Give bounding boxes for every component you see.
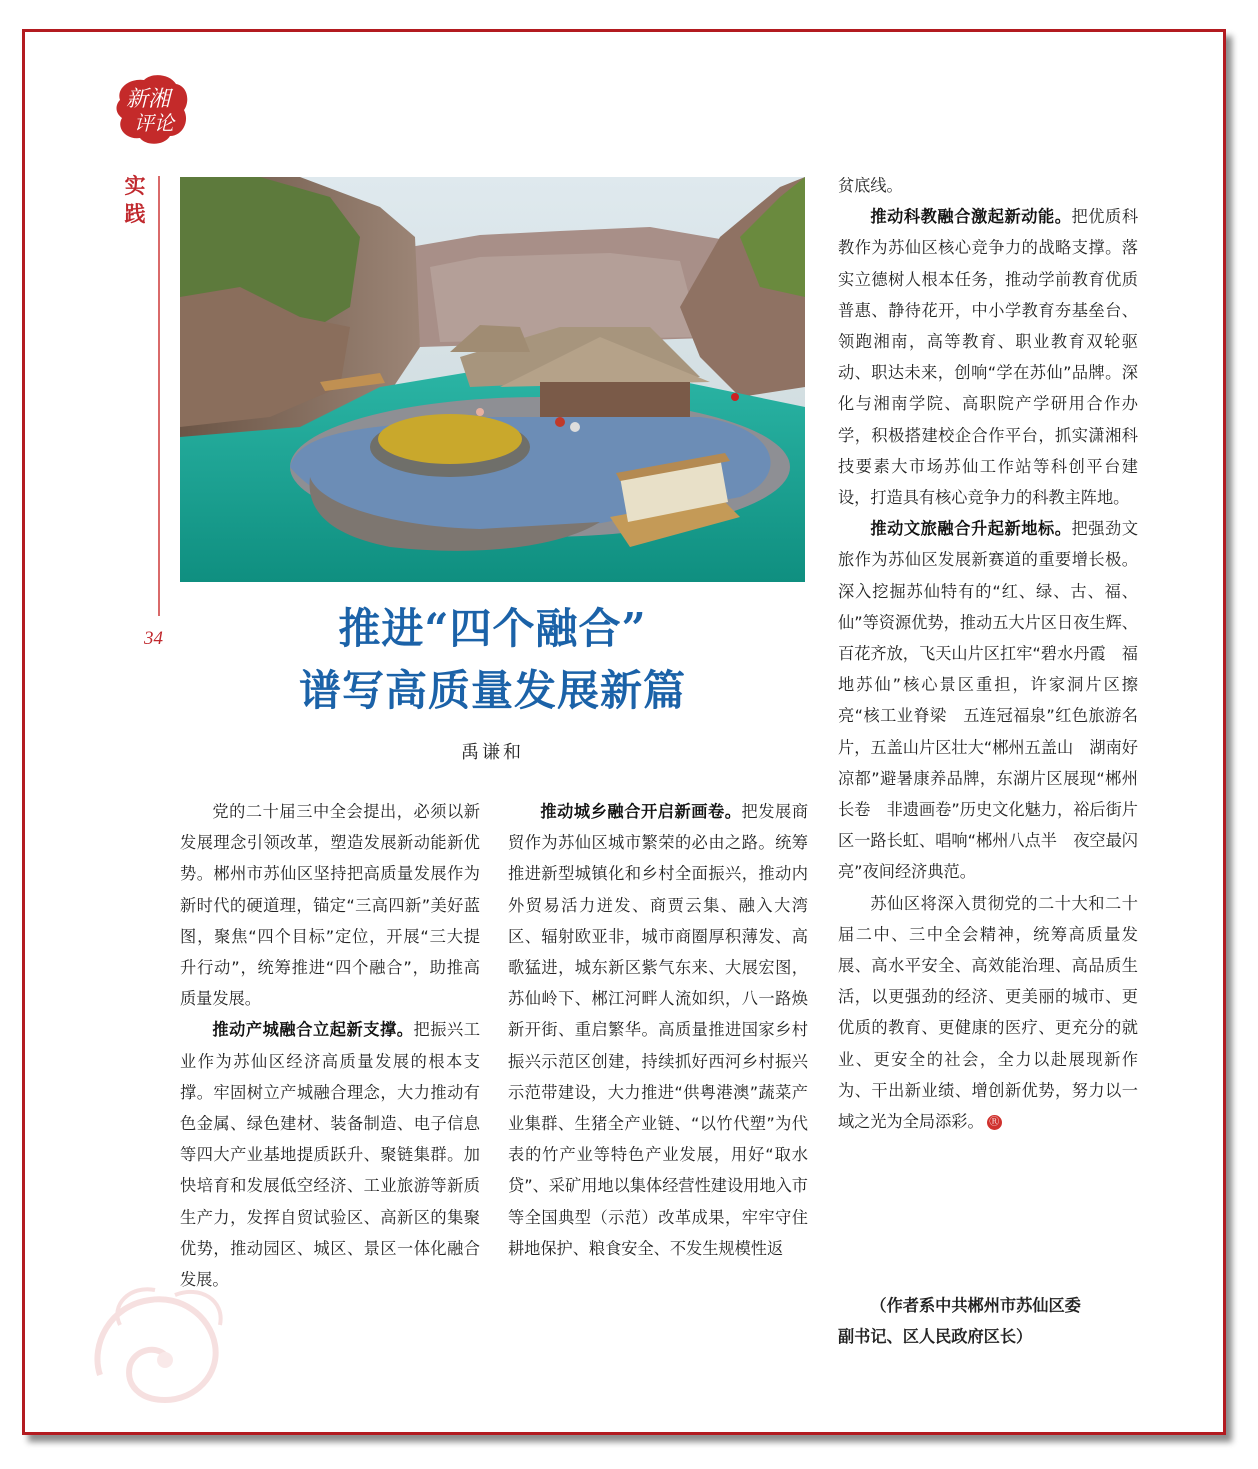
paragraph-body: 把强劲文旅作为苏仙区发展新赛道的重要增长极。深入挖掘苏仙特有的“红、绿、古、福、仙”等资源优势，推动五大片区日夜生辉、百花齐放，飞天山片区扛牢“碧水丹霞 福地苏仙”核心景区重担，许家洞片区擦亮“核工业脊梁 五连冠福泉”红色旅游名片，五盖山片区壮大“郴州五盖山 湖南好凉都”避暑康养品牌，东湖片区展现“郴州长卷 非遗画卷”历史文化魅力，裕后街片区一路长虹、唱响“郴州八点半 夜空最闪亮”夜间经济典范。 [838, 519, 1139, 882]
scenic-photo [180, 177, 805, 582]
paragraph-body: 把优质科教作为苏仙区核心竞争力的战略支撑。落实立德树人根本任务，推动学前教育优质普惠、静待花开，中小学教育夯基垒台、领跑湘南，高等教育、职业教育双轮驱动、职达未来，创响“学在苏仙”品牌。深化与湘南学院、高职院产学研用合作办学，积极搭建校企合作平台，抓实潇湘科技要素大市场苏仙工作站等科创平台建设，打造具有核心竞争力的科教主阵地。 [838, 207, 1139, 508]
text-column-2 [508, 796, 808, 1264]
decorative-phoenix-watermark [80, 1265, 240, 1415]
paragraph-body: 苏仙区将深入贯彻党的二十大和二十届二中、三中全会精神，统筹高质量发展、高水平安全、高效能治理、高品质生活，以更强劲的经济、更美丽的城市、更优质的教育、更健康的医疗、更充分的就业、更安全的社会，全力以赴展现新作为、干出新业绩、增创新优势，努力以一域之光为全局添彩。 [838, 893, 1138, 1132]
paragraph [838, 513, 1138, 887]
paragraph [508, 796, 808, 1264]
section-label: 实践 [124, 174, 146, 226]
subheading: 推动产城融合立起新支撑。 [212, 1020, 414, 1040]
paragraph [838, 888, 1138, 1138]
svg-text:新湘: 新湘 [126, 87, 171, 112]
paragraph [180, 1014, 480, 1295]
author-note-line-2: 副书记、区人民政府区长） [838, 1327, 1033, 1346]
paragraph: 党的二十届三中全会提出，必须以新发展理念引领改革，塑造发展新动能新优势。郴州市苏仙区坚持把高质量发展作为新时代的硬道理，锚定“三高四新”美好蓝图，聚焦“四个目标”定位，开展“三大提升行动”，统筹推进“四个融合”，助推高质量发展。 [180, 802, 480, 1009]
text-column-3 [838, 170, 1138, 1137]
end-mark-icon: Ⓡ [987, 1115, 1002, 1130]
paragraph-body: 把发展商贸作为苏仙区城市繁荣的必由之路。统筹推进新型城镇化和乡村全面振兴，推动内外贸易活力迸发、商贾云集、融入大湾区、辐射欧亚非，城市商圈厚积薄发、高歌猛进，城东新区紫气东来、大展宏图，苏仙岭下、郴江河畔人流如织，八一路焕新开街、重启繁华。高质量推进国家乡村振兴示范区创建，持续抓好西河乡村振兴示范带建设，大力推进“供粤港澳”蔬菜产业集群、生猪全产业链、“以竹代塑”为代表的竹产业等特色产业发展，用好“取水贷”、采矿用地以集体经营性建设用地入市等全国典型（示范）改革成果，牢牢守住耕地保护、粮食安全、不发生规模性返 [508, 802, 809, 1258]
title-line-1: 推进“四个融合” [338, 604, 647, 653]
article-title [180, 598, 805, 722]
subheading: 推动科教融合激起新动能。 [870, 207, 1072, 227]
paragraph [838, 201, 1138, 513]
author-note [838, 1290, 1138, 1352]
page-number: 34 [144, 628, 163, 649]
author-note-line-1: （作者系中共郴州市苏仙区委 [870, 1296, 1081, 1315]
magazine-logo [112, 70, 192, 150]
author-byline: 禹谦和 [461, 742, 524, 763]
paragraph: 贫底线。 [838, 176, 903, 195]
text-column-1 [180, 796, 480, 1295]
svg-text:评论: 评论 [134, 111, 174, 135]
subheading: 推动文旅融合升起新地标。 [870, 519, 1072, 539]
title-line-2: 谱写高质量发展新篇 [298, 666, 686, 715]
paragraph-body: 把振兴工业作为苏仙区经济高质量发展的根本支撑。牢固树立产城融合理念，大力推动有色金属、绿色建材、装备制造、电子信息等四大产业基地提质跃升、聚链集群。加快培育和发展低空经济、工业旅游等新质生产力，发挥自贸试验区、高新区的集聚优势，推动园区、城区、景区一体化融合发展。 [180, 1020, 481, 1290]
vertical-rule [158, 176, 160, 616]
subheading: 推动城乡融合开启新画卷。 [540, 802, 742, 821]
